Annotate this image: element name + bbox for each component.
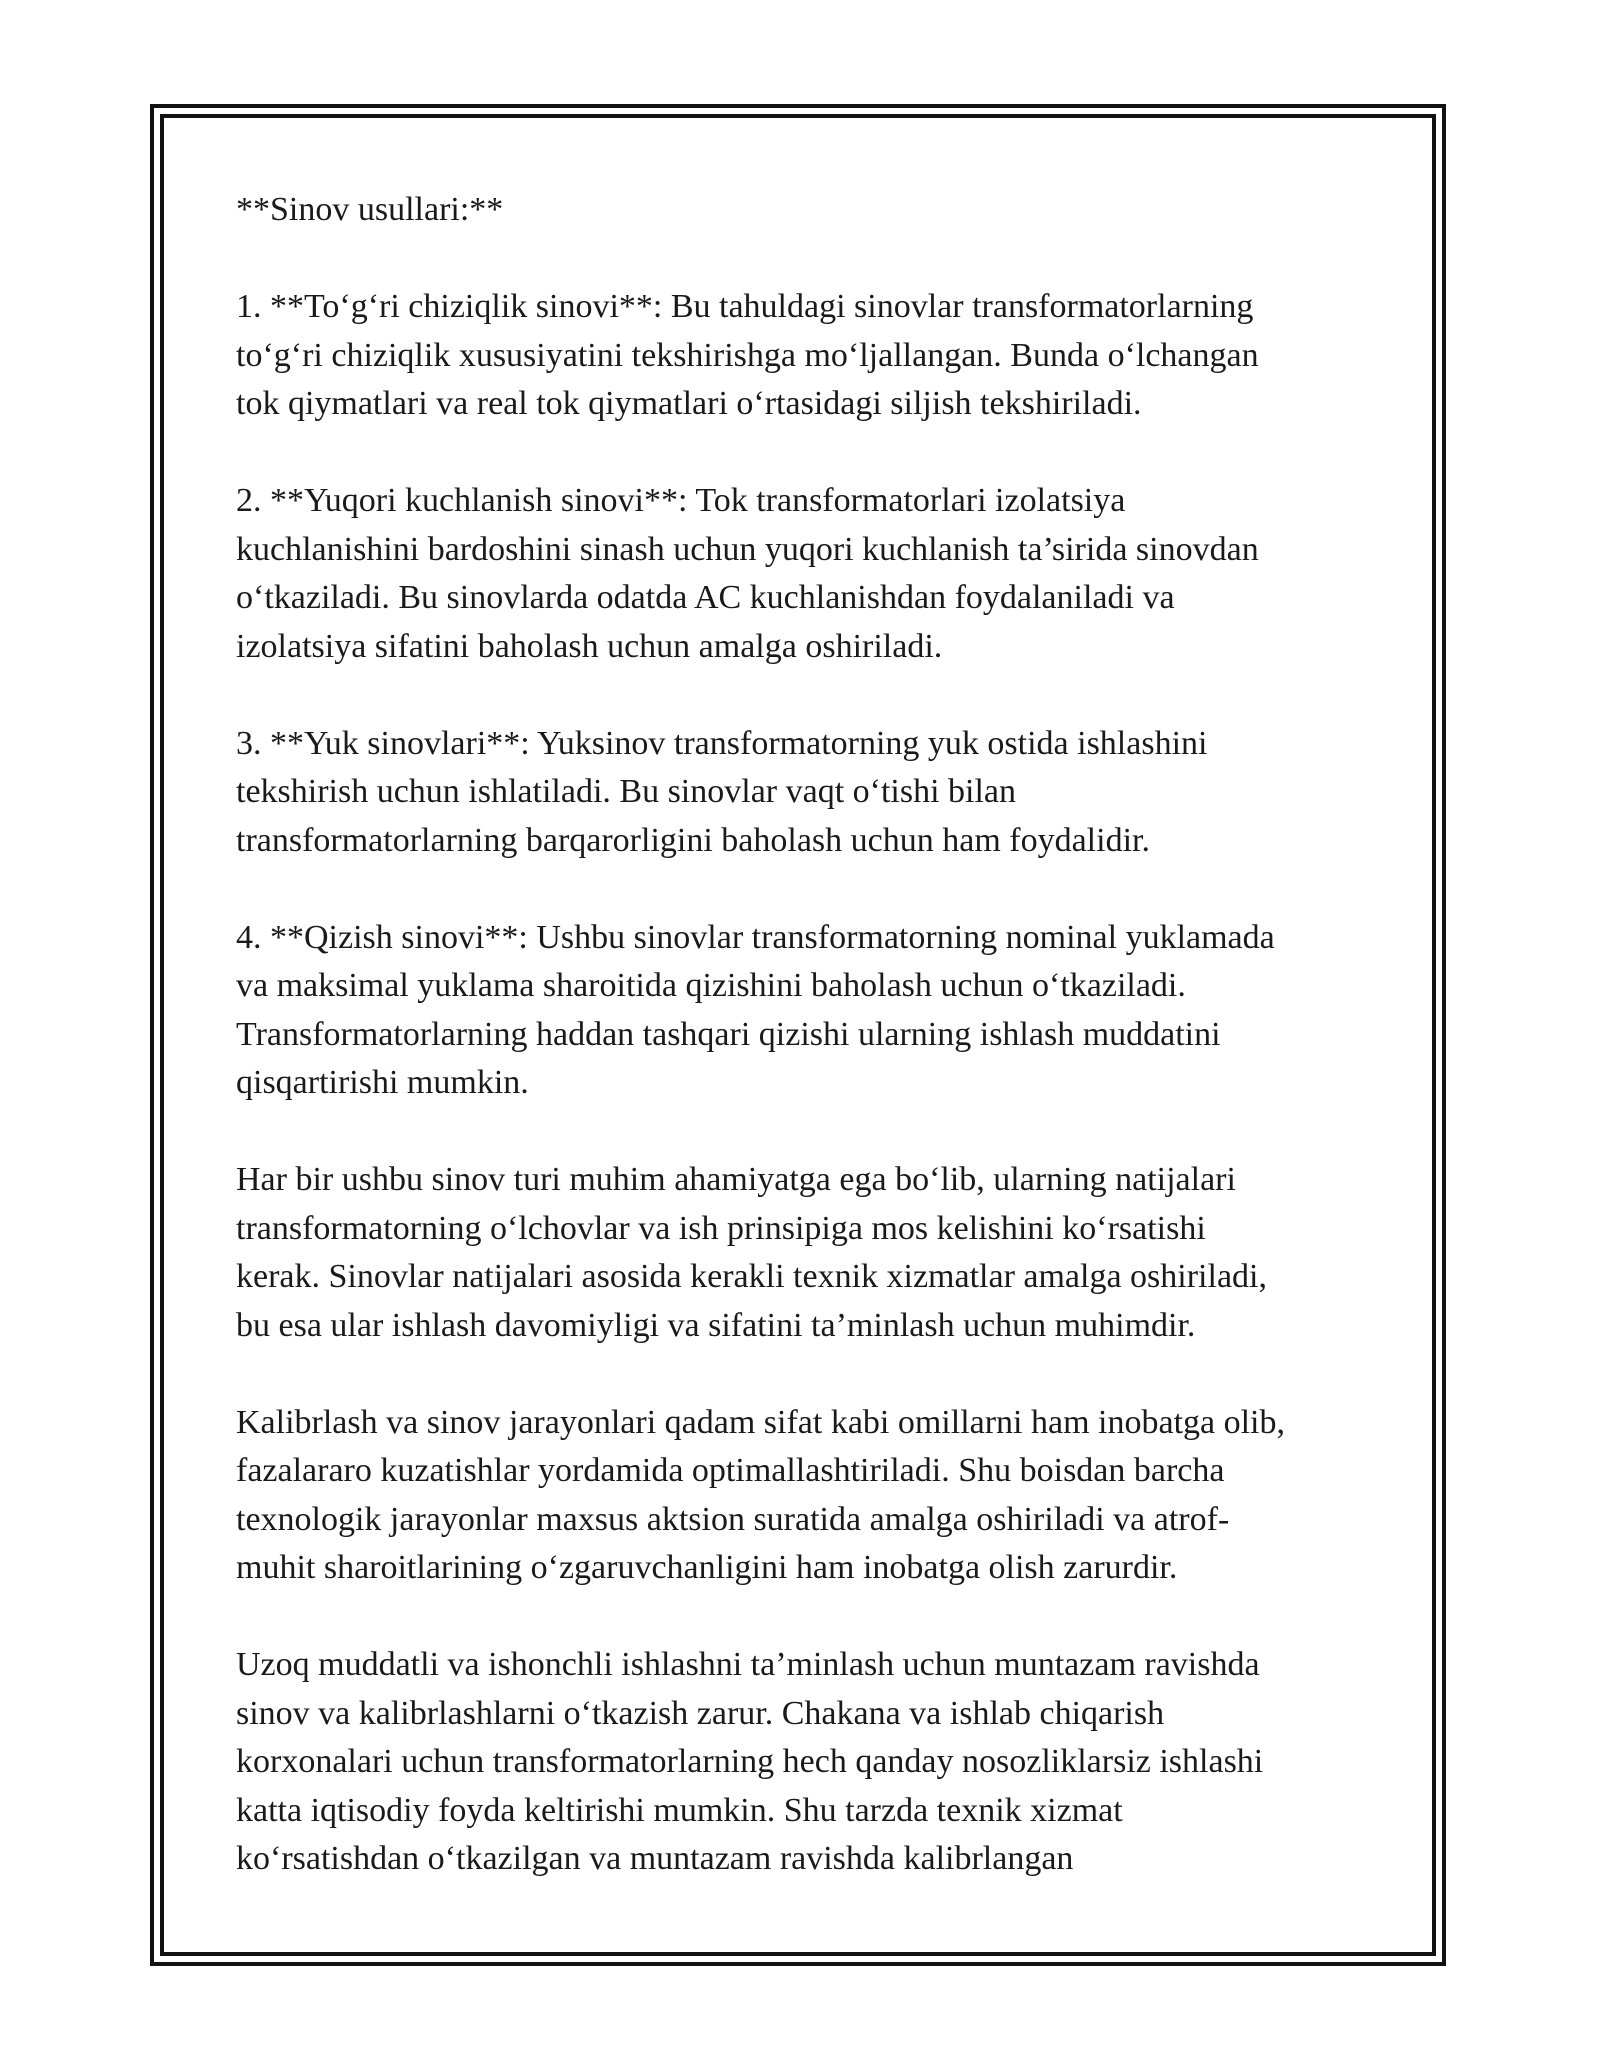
paragraph-line: tok qiymatlari va real tok qiymatlari o‘rtasidagi siljish tekshiriladi.: [236, 385, 1142, 422]
heading-text: **Sinov usullari:**: [236, 191, 504, 228]
paragraph-5: [236, 1156, 1376, 1350]
paragraph-line: Har bir ushbu sinov turi muhim ahamiyatga ega bo‘lib, ularning natijalari: [236, 1161, 1236, 1198]
paragraph-line: izolatsiya sifatini baholash uchun amalga oshiriladi.: [236, 627, 943, 665]
paragraph-line: 3. **Yuk sinovlari**: Yuksinov transformatorning yuk ostida ishlashini: [236, 724, 1208, 762]
paragraph-line: transformatorning o‘lchovlar va ish prinsipiga mos kelishini ko‘rsatishi: [236, 1209, 1206, 1247]
paragraph-line: fazalararo kuzatishlar yordamida optimallashtiriladi. Shu boisdan barcha: [236, 1452, 1225, 1489]
paragraph-line: Uzoq muddatli va ishonchli ishlashni ta’minlash uchun muntazam ravishda: [236, 1646, 1260, 1683]
paragraph-7: [236, 1641, 1376, 1884]
paragraph-6: [236, 1399, 1376, 1593]
paragraph-line: kuchlanishini bardoshini sinash uchun yuqori kuchlanish ta’sirida sinovdan: [236, 530, 1259, 568]
paragraph-4: [236, 914, 1376, 1108]
paragraph-line: ko‘rsatishdan o‘tkazilgan va muntazam ravishda kalibrlangan: [236, 1840, 1074, 1877]
paragraph-line: texnologik jarayonlar maxsus aktsion suratida amalga oshiriladi va atrof-: [236, 1500, 1230, 1538]
paragraph-line: muhit sharoitlarining o‘zgaruvchanligini ham inobatga olish zarurdir.: [236, 1549, 1178, 1586]
paragraph-line: va maksimal yuklama sharoitida qizishini baholash uchun o‘tkaziladi.: [236, 967, 1186, 1004]
section-heading: [236, 186, 1376, 235]
paragraph-line: kerak. Sinovlar natijalari asosida kerakli texnik xizmatlar amalga oshiriladi,: [236, 1258, 1267, 1295]
paragraph-line: qisqartirishi mumkin.: [236, 1064, 529, 1101]
paragraph-3: [236, 720, 1376, 866]
paragraph-line: 1. **To‘g‘ri chiziqlik sinovi**: Bu tahuldagi sinovlar transformatorlarning: [236, 288, 1254, 325]
paragraph-line: o‘tkaziladi. Bu sinovlarda odatda AC kuchlanishdan foydalaniladi va: [236, 579, 1175, 616]
paragraph-line: katta iqtisodiy foyda keltirishi mumkin. Shu tarzda texnik xizmat: [236, 1791, 1123, 1829]
paragraph-1: [236, 283, 1376, 429]
paragraph-line: tekshirish uchun ishlatiladi. Bu sinovlar vaqt o‘tishi bilan: [236, 773, 1017, 810]
paragraph-line: bu esa ular ishlash davomiyligi va sifatini ta’minlash uchun muhimdir.: [236, 1306, 1196, 1344]
paragraph-line: korxonalari uchun transformatorlarning hech qanday nosozliklarsiz ishlashi: [236, 1743, 1264, 1780]
paragraph-line: Transformatorlarning haddan tashqari qizishi ularning ishlash muddatini: [236, 1015, 1221, 1053]
paragraph-line: to‘g‘ri chiziqlik xususiyatini tekshirishga mo‘ljallangan. Bunda o‘lchangan: [236, 336, 1259, 374]
document-body: [236, 186, 1376, 1932]
paragraph-line: sinov va kalibrlashlarni o‘tkazish zarur. Chakana va ishlab chiqarish: [236, 1694, 1165, 1732]
paragraph-line: transformatorlarning barqarorligini baholash uchun ham foydalidir.: [236, 821, 1150, 859]
paragraph-line: 2. **Yuqori kuchlanish sinovi**: Tok transformatorlari izolatsiya: [236, 482, 1126, 519]
paragraph-2: [236, 477, 1376, 671]
paragraph-line: Kalibrlash va sinov jarayonlari qadam sifat kabi omillarni ham inobatga olib,: [236, 1403, 1286, 1441]
paragraph-line: 4. **Qizish sinovi**: Ushbu sinovlar transformatorning nominal yuklamada: [236, 918, 1275, 956]
